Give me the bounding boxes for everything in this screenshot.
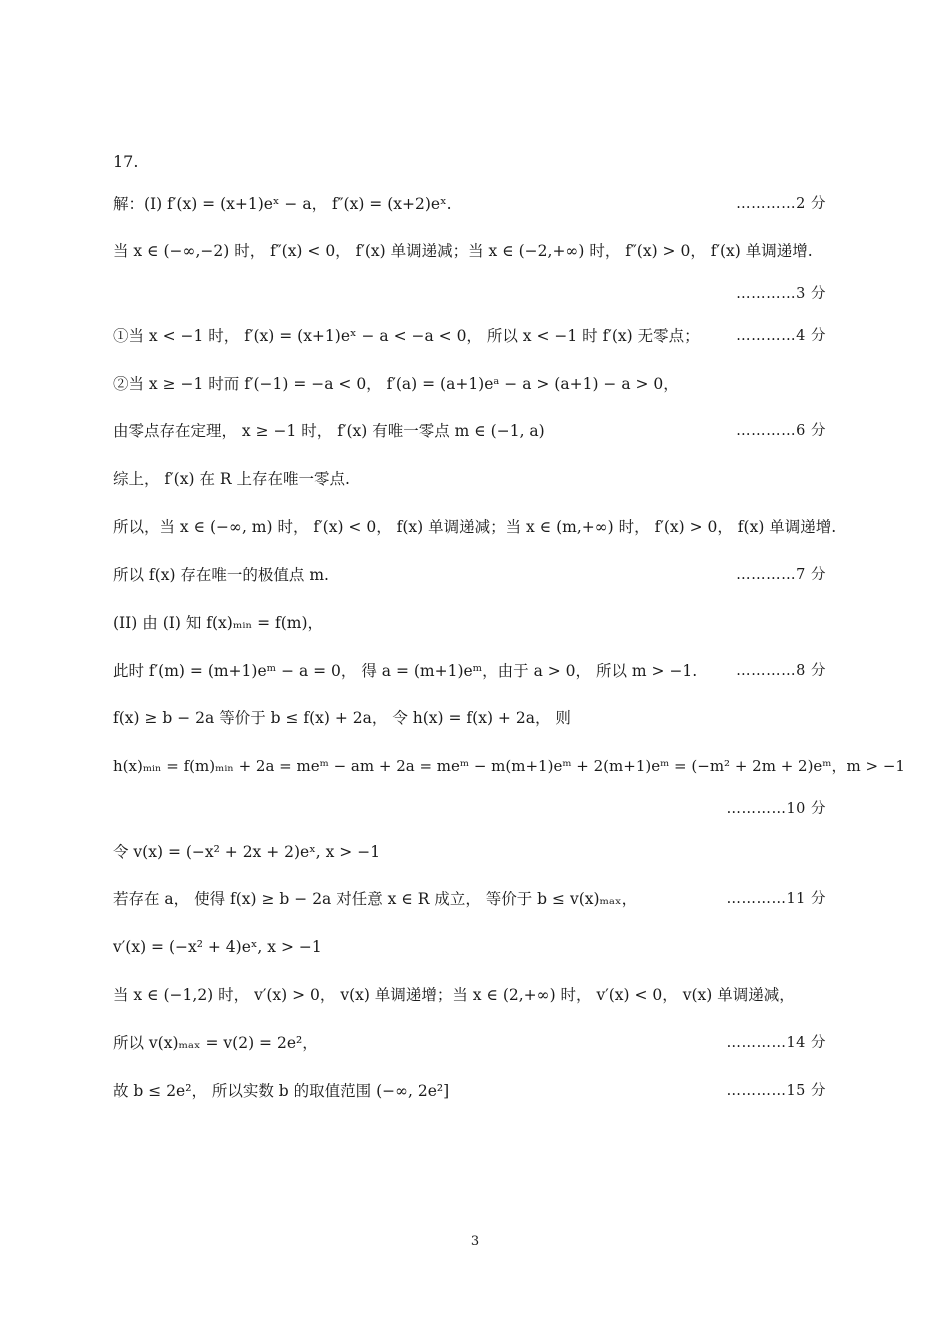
- solution-line: 当 x ∈ (−1,2) 时， v′(x) > 0， v(x) 单调递增；当 x ∈ (2,+∞) 时， v′(x) < 0， v(x) 单调递减，: [113, 986, 795, 1004]
- solution-line: 此时 f′(m) = (m+1)eᵐ − a = 0， 得 a = (m+1)eᵐ，由于 a > 0， 所以 m > −1.: [113, 662, 698, 680]
- solution-line: 故 b ≤ 2e²， 所以实数 b 的取值范围 (−∞, 2e²]: [113, 1082, 450, 1100]
- score-mark: …………14 分: [726, 1035, 826, 1051]
- solution-line: 综上， f′(x) 在 R 上存在唯一零点.: [113, 470, 350, 488]
- solution-line: h(x)ₘᵢₙ = f(m)ₘᵢₙ + 2a = meᵐ − am + 2a = meᵐ − m(m+1)eᵐ + 2(m+1)eᵐ = (−m² + 2m + 2)eᵐ，m > −1: [113, 757, 905, 775]
- score-mark: …………3 分: [736, 286, 826, 302]
- score-mark: …………15 分: [726, 1083, 826, 1099]
- score-mark: …………10 分: [726, 801, 826, 817]
- page-number: 3: [470, 1234, 480, 1249]
- score-mark: …………8 分: [736, 663, 826, 679]
- solution-line: 由零点存在定理， x ≥ −1 时， f′(x) 有唯一零点 m ∈ (−1, a): [113, 422, 545, 440]
- score-mark: …………7 分: [736, 567, 826, 583]
- score-mark: …………2 分: [736, 196, 826, 212]
- score-mark: …………11 分: [726, 891, 826, 907]
- solution-line: 若存在 a， 使得 f(x) ≥ b − 2a 对任意 x ∈ R 成立， 等价于 b ≤ v(x)ₘₐₓ，: [113, 890, 638, 908]
- solution-line: ②当 x ≥ −1 时而 f′(−1) = −a < 0， f′(a) = (a+1)eᵃ − a > (a+1) − a > 0，: [113, 375, 679, 393]
- solution-line: f(x) ≥ b − 2a 等价于 b ≤ f(x) + 2a， 令 h(x) = f(x) + 2a， 则: [113, 709, 571, 727]
- solution-line: ①当 x < −1 时， f′(x) = (x+1)eˣ − a < −a < 0， 所以 x < −1 时 f′(x) 无零点；: [113, 327, 700, 345]
- solution-line: 所以 f(x) 存在唯一的极值点 m.: [113, 566, 329, 584]
- score-mark: …………4 分: [736, 328, 826, 344]
- solution-line: v′(x) = (−x² + 4)eˣ, x > −1: [113, 938, 322, 956]
- solution-line: (II) 由 (I) 知 f(x)ₘᵢₙ = f(m)，: [113, 614, 324, 632]
- question-number: 17.: [113, 152, 139, 171]
- solution-line: 令 v(x) = (−x² + 2x + 2)eˣ, x > −1: [113, 843, 381, 861]
- solution-line: 所以 v(x)ₘₐₓ = v(2) = 2e²，: [113, 1034, 318, 1052]
- solution-line: 解：(I) f′(x) = (x+1)eˣ − a， f″(x) = (x+2)eˣ.: [113, 195, 452, 213]
- solution-line: 当 x ∈ (−∞,−2) 时， f″(x) < 0， f′(x) 单调递减；当 x ∈ (−2,+∞) 时， f″(x) > 0， f′(x) 单调递增.: [113, 242, 813, 260]
- solution-line: 所以，当 x ∈ (−∞, m) 时， f′(x) < 0， f(x) 单调递减；当 x ∈ (m,+∞) 时， f′(x) > 0， f(x) 单调递增.: [113, 518, 837, 536]
- score-mark: …………6 分: [736, 423, 826, 439]
